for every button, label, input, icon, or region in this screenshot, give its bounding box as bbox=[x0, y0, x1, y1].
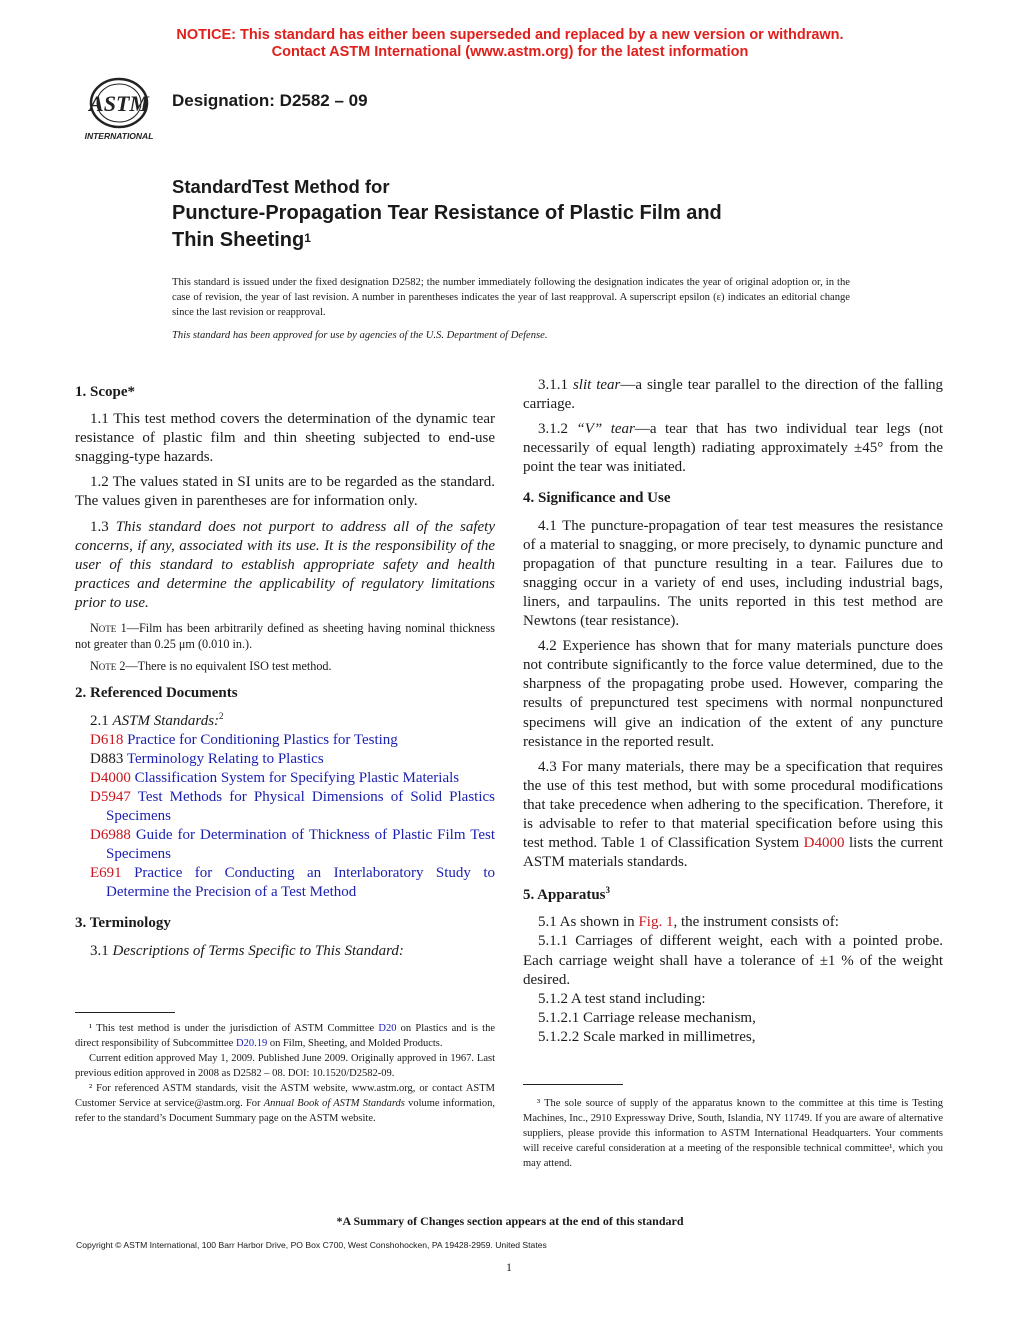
footnote-rule-left bbox=[75, 1012, 175, 1013]
para-4-3: 4.3 For many materials, there may be a specification that requires the use of this test method, but with some procedural modifications that take precedence when adhering to the specification. Therefore, it is advisable to refer to that material specification before using this test method. Table 1 of Classification System D4000 lists the current ASTM materials standards. bbox=[523, 758, 943, 871]
para-1-3: 1.3 This standard does not purport to address all of the safety concerns, if any, associated with its use. It is the responsibility of the user of this standard to establish appropriate safety and health practices and determine the applicability of regulatory limitations prior to use. bbox=[75, 518, 496, 611]
supersession-notice bbox=[0, 27, 1020, 61]
ref-d618[interactable]: D618 Practice for Conditioning Plastics for Testing bbox=[90, 731, 398, 748]
para-4-2: 4.2 Experience has shown that for many materials puncture does not contribute significantly to the force value determined, due to the sharpness of the propagating probe used. However, comparing the results of prepunctured test specimens with normal nonpunctured specimens will give an indication of the extent of any puncture resistance in the reported result. bbox=[523, 638, 943, 750]
footnote-1: ¹ This test method is under the jurisdiction of ASTM Committee D20 on Plastics and is the direct responsibility of Subcommittee D20.19 on Film, Sheeting, and Molded Products. bbox=[75, 1023, 495, 1049]
fig-1-link[interactable]: Fig. 1 bbox=[638, 914, 674, 931]
right-column bbox=[523, 376, 943, 1047]
left-column bbox=[75, 375, 495, 967]
para-3-1-2: 3.1.2 “V” tear—a tear that has two individual tear legs (not necessarily of equal length) radiating approximately ±45° from the point the tear was initiated. bbox=[523, 421, 943, 476]
ref-e691[interactable]: E691 Practice for Conducting an Interlaboratory Study to Determine the Precision of a Test Method bbox=[90, 865, 495, 901]
footnotes-left bbox=[75, 1021, 495, 1126]
svg-text:INTERNATIONAL: INTERNATIONAL bbox=[84, 131, 154, 141]
summary-of-changes-note: *A Summary of Changes section appears at the end of this standard bbox=[336, 1214, 684, 1228]
para-5-1-2-2: 5.1.2.2 Scale marked in millimetres, bbox=[538, 1028, 756, 1045]
copyright: Copyright © ASTM International, 100 Barr Harbor Drive, PO Box C700, West Conshohocken, PA 19428-2959. United States bbox=[76, 1240, 547, 1250]
d4000-link[interactable]: D4000 bbox=[803, 835, 845, 852]
ref-d5947[interactable]: D5947 Test Methods for Physical Dimensions of Solid Plastics Specimens bbox=[90, 788, 495, 824]
para-1-1: 1.1 This test method covers the determination of the dynamic tear resistance of plastic film and thin sheeting subjected to end-use snagging-type hazards. bbox=[75, 411, 495, 466]
footnote-rule-right bbox=[523, 1084, 623, 1085]
dod-approval: This standard has been approved for use by agencies of the U.S. Department of Defense. bbox=[172, 330, 548, 341]
para-5-1-2-1: 5.1.2.1 Carriage release mechanism, bbox=[538, 1009, 756, 1026]
terminology-heading: 3. Terminology bbox=[75, 915, 171, 932]
ref-d883[interactable]: D883 Terminology Relating to Plastics bbox=[90, 750, 324, 767]
para-5-1-1: 5.1.1 Carriages of different weight, each with a pointed probe. Each carriage weight shall have a tolerance of ±1 % of the weight desired. bbox=[523, 933, 943, 988]
notice-line-2: Contact ASTM International (www.astm.org) for the latest information bbox=[271, 44, 749, 60]
astm-logo bbox=[78, 76, 160, 142]
para-5-1: 5.1 As shown in Fig. 1, the instrument consists of: bbox=[538, 914, 839, 931]
para-2-1: 2.1 ASTM Standards:$^2$ bbox=[90, 710, 224, 729]
title-line-3: Thin Sheeting$^1$ bbox=[172, 229, 311, 251]
footnote-1-edition: Current edition approved May 1, 2009. Published June 2009. Originally approved in 1967. Last previous edition approved in 2008 as D2582 – 08. DOI: 10.1520/D2582-09. bbox=[75, 1053, 495, 1079]
document-title bbox=[172, 200, 872, 254]
para-3-1: 3.1 Descriptions of Terms Specific to This Standard: bbox=[90, 942, 404, 959]
ref-d6988[interactable]: D6988 Guide for Determination of Thickness of Plastic Film Test Specimens bbox=[90, 827, 495, 863]
footnote-2: ² For referenced ASTM standards, visit the ASTM website, www.astm.org, or contact ASTM Customer Service at service@astm.org. For Annual Book of ASTM Standards volume information, refer to the standard’s Document Summary page on the ASTM website. bbox=[75, 1083, 495, 1124]
para-3-1-1: 3.1.1 slit tear—a single tear parallel to the direction of the falling carriage. bbox=[523, 377, 943, 413]
para-1-2: 1.2 The values stated in SI units are to be regarded as the standard. The values given in parentheses are for information only. bbox=[75, 474, 495, 510]
para-5-1-2: 5.1.2 A test stand including: bbox=[538, 990, 706, 1007]
title-line-2: Puncture-Propagation Tear Resistance of Plastic Film and bbox=[172, 202, 722, 224]
apparatus-heading: 5. Apparatus$^3$ bbox=[523, 885, 611, 904]
note-2: Note 2—There is no equivalent ISO test method. bbox=[90, 658, 332, 673]
svg-text:ASTM: ASTM bbox=[89, 91, 149, 116]
astm-logo-graphic bbox=[78, 76, 160, 142]
ref-d4000[interactable]: D4000 Classification System for Specifying Plastic Materials bbox=[90, 769, 460, 786]
notice-line-1: NOTICE: This standard has either been superseded and replaced by a new version or withdrawn. bbox=[176, 27, 844, 43]
issuance-statement: This standard is issued under the fixed designation D2582; the number immediately following the designation indicates the year of original adoption or, in the case of revision, the year of last revision. A number in parentheses indicates the year of last reapproval. A superscript epsilon (ε) indicates an editorial change since the last revision or reapproval. bbox=[172, 277, 850, 318]
para-4-1: 4.1 The puncture-propagation of tear test measures the resistance of a material to snagging, or more precisely, to dynamic puncture and propagation of that puncture resulting in a tear. Failures due to snagging occur in a variety of end uses, including industrial bags, liners, and tarpaulins. The units reported in this test method are Newtons (tear resistance). bbox=[523, 517, 943, 630]
title-footnote-ref[interactable]: 1 bbox=[304, 231, 311, 245]
significance-heading: 4. Significance and Use bbox=[523, 490, 671, 507]
page-number: 1 bbox=[506, 1260, 512, 1274]
scope-heading: 1. Scope* bbox=[75, 384, 135, 400]
note-1: Note 1—Film has been arbitrarily defined as sheeting having nominal thickness not greater than 0.25 μm (0.010 in.). bbox=[75, 621, 496, 651]
designation: Designation: D2582 – 09 bbox=[172, 91, 368, 110]
referenced-docs-heading: 2. Referenced Documents bbox=[75, 685, 238, 702]
footnote-3: ³ The sole source of supply of the apparatus known to the committee at this time is Testing Machines, Inc., 2910 Expressway Drive, South, Islandia, NY 11749. If you are aware of alternative suppliers, please provide this information to ASTM International Headquarters. Your comments will receive careful consideration at a meeting of the responsible technical committee¹, which you may attend. bbox=[523, 1098, 943, 1169]
title-prefix: StandardTest Method for bbox=[172, 176, 390, 197]
